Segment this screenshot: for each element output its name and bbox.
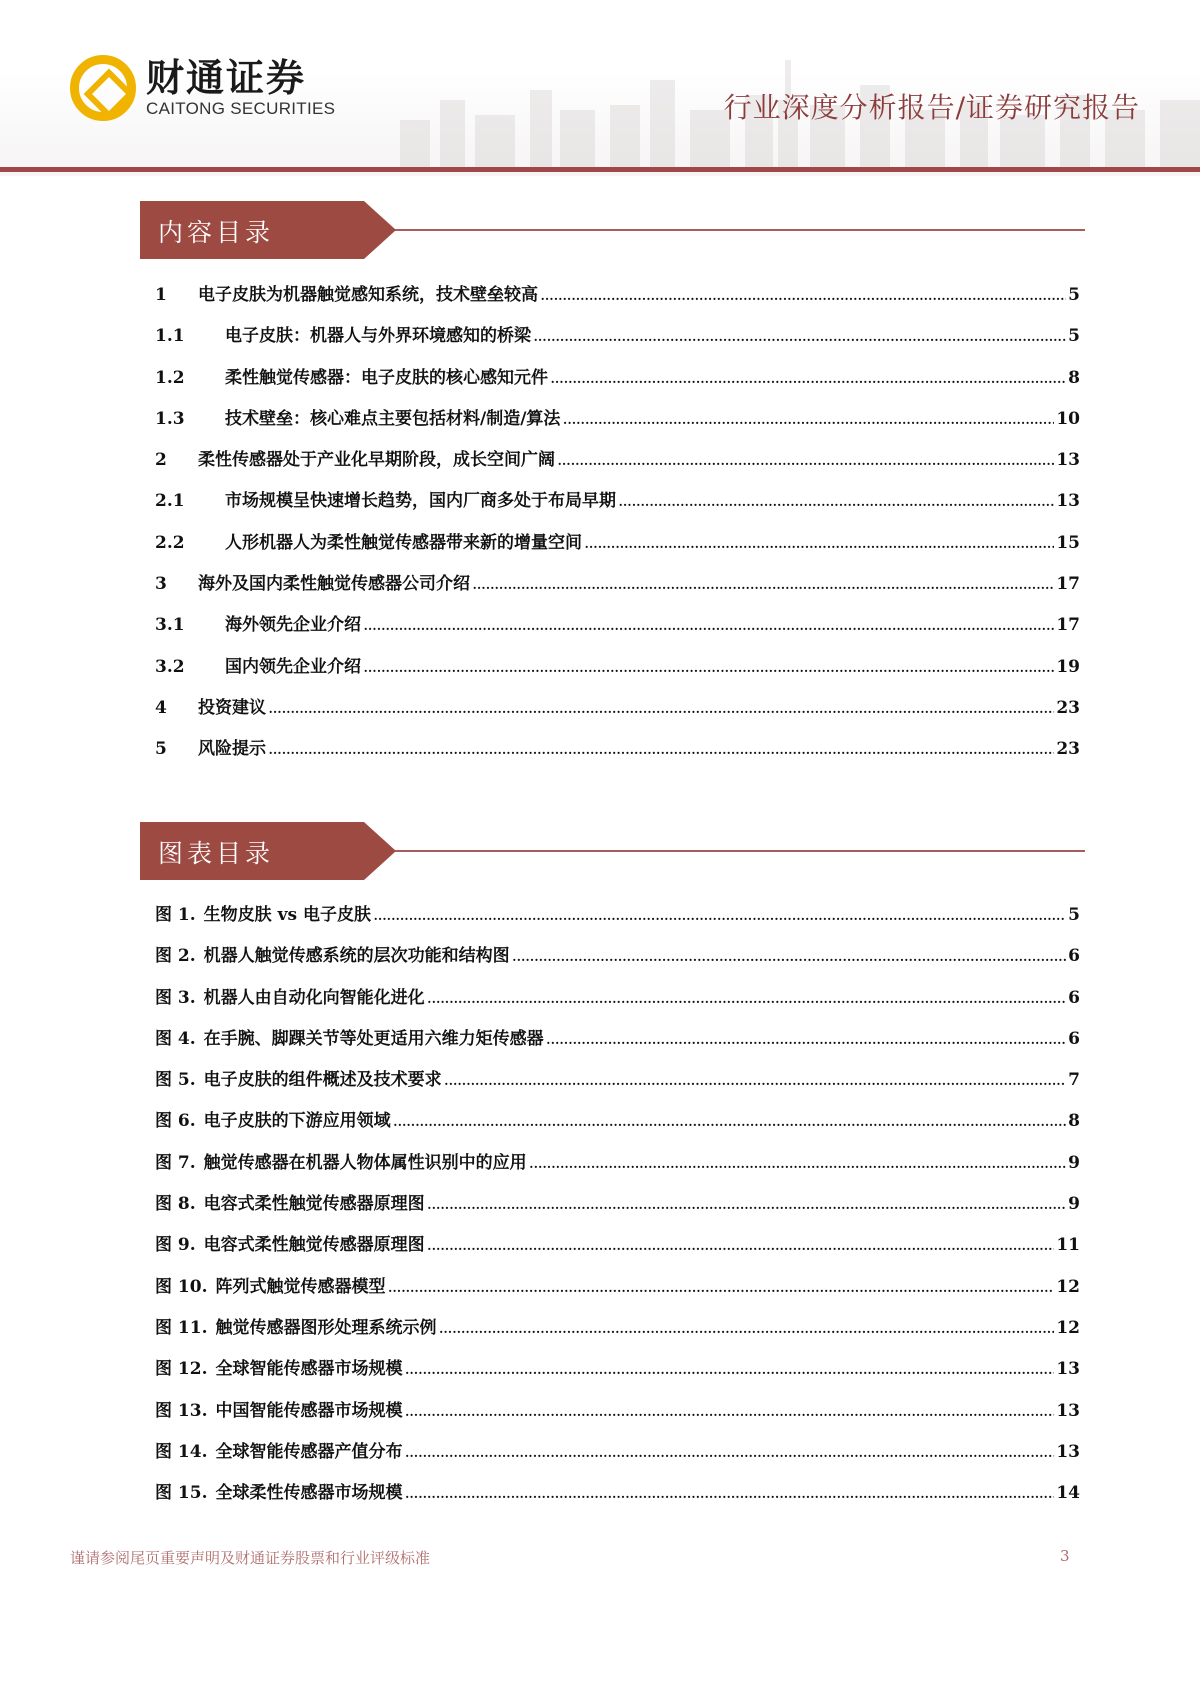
toc-entry[interactable] — [155, 614, 1080, 655]
entry-number: 图 13. — [155, 1400, 208, 1421]
entry-page-number[interactable]: 12 — [1056, 1276, 1080, 1297]
entry-page-number[interactable]: 23 — [1056, 697, 1080, 718]
entry-number: 5 — [155, 739, 167, 760]
toc-entry[interactable] — [155, 367, 1080, 408]
entry-page-number[interactable]: 9 — [1068, 1194, 1080, 1215]
logo-emblem-icon — [70, 55, 136, 121]
entry-title[interactable]: 机器人由自动化向智能化进化 — [203, 987, 425, 1008]
dot-leader — [512, 945, 1066, 967]
entry-title[interactable]: 电子皮肤的下游应用领域 — [203, 1111, 391, 1132]
entry-title[interactable]: 在手腕、脚踝关节等处更适用六维力矩传感器 — [203, 1028, 544, 1049]
entry-page-number[interactable]: 12 — [1056, 1317, 1080, 1338]
entry-title[interactable]: 电子皮肤：机器人与外界环境感知的桥梁 — [225, 326, 531, 347]
figure-entry[interactable] — [155, 1152, 1080, 1193]
dot-leader — [557, 449, 1054, 471]
entry-page-number[interactable]: 11 — [1056, 1235, 1080, 1256]
dot-leader — [405, 1482, 1055, 1504]
figures-heading: 图表目录 — [158, 839, 275, 868]
dot-leader — [427, 1193, 1066, 1215]
dot-leader — [540, 284, 1066, 306]
contents-heading-banner — [140, 201, 395, 259]
logo-english-name: CAITONG SECURITIES — [146, 99, 336, 118]
entry-number: 图 5. — [155, 1070, 196, 1091]
figure-entry[interactable] — [155, 987, 1080, 1028]
figure-entry[interactable] — [155, 1400, 1080, 1441]
entry-number: 图 7. — [155, 1152, 196, 1173]
dot-leader — [444, 1069, 1066, 1091]
entry-number: 3.2 — [155, 656, 185, 677]
entry-page-number[interactable]: 17 — [1056, 574, 1080, 595]
entry-title[interactable]: 阵列式触觉传感器模型 — [215, 1276, 386, 1297]
entry-page-number[interactable]: 13 — [1056, 1400, 1080, 1421]
entry-page-number[interactable]: 19 — [1056, 656, 1080, 677]
contents-heading-rule — [395, 229, 1085, 231]
entry-page-number[interactable]: 10 — [1056, 408, 1080, 429]
entry-page-number[interactable]: 6 — [1068, 946, 1080, 967]
figure-entry[interactable] — [155, 1441, 1080, 1482]
footer-disclaimer: 谨请参阅尾页重要声明及财通证券股票和行业评级标准 — [70, 1549, 431, 1567]
entry-number: 3.1 — [155, 615, 185, 636]
entry-page-number[interactable]: 7 — [1068, 1070, 1080, 1091]
entry-title[interactable]: 海外领先企业介绍 — [225, 615, 361, 636]
figures-heading-banner — [140, 822, 395, 880]
entry-number: 图 6. — [155, 1111, 196, 1132]
entry-page-number[interactable]: 5 — [1068, 326, 1080, 347]
figure-entry[interactable] — [155, 1234, 1080, 1275]
entry-title[interactable]: 电子皮肤为机器触觉感知系统，技术壁垒较高 — [198, 285, 538, 305]
toc-entry[interactable] — [155, 325, 1080, 366]
entry-title[interactable]: 电容式柔性触觉传感器原理图 — [203, 1235, 425, 1256]
dot-leader — [427, 1234, 1055, 1256]
toc-entry[interactable] — [155, 697, 1080, 738]
dot-leader — [405, 1441, 1055, 1463]
entry-title[interactable]: 市场规模呈快速增长趋势，国内厂商多处于布局早期 — [225, 491, 616, 512]
entry-number: 图 1. — [155, 905, 196, 925]
logo-chinese-name: 财通证券 — [146, 56, 307, 100]
dot-leader — [533, 325, 1066, 347]
contents-list — [155, 284, 1080, 780]
entry-title[interactable]: 触觉传感器图形处理系统示例 — [215, 1317, 437, 1338]
report-type: 行业深度分析报告/证券研究报告 — [723, 91, 1140, 124]
entry-number: 图 4. — [155, 1028, 196, 1049]
entry-page-number[interactable]: 17 — [1056, 615, 1080, 636]
dot-leader — [529, 1152, 1066, 1174]
figure-entry[interactable] — [155, 1069, 1080, 1110]
figure-entry[interactable] — [155, 1028, 1080, 1069]
figure-entry[interactable] — [155, 1276, 1080, 1317]
figure-entry[interactable] — [155, 904, 1080, 945]
entry-page-number[interactable]: 13 — [1056, 450, 1080, 471]
dot-leader — [472, 573, 1054, 595]
toc-entry[interactable] — [155, 449, 1080, 490]
dot-leader — [363, 656, 1054, 678]
dot-leader — [393, 1110, 1066, 1132]
entry-number: 图 2. — [155, 946, 196, 967]
dot-leader — [562, 408, 1054, 430]
dot-leader — [405, 1400, 1055, 1422]
entry-number: 图 9. — [155, 1235, 196, 1256]
dot-leader — [550, 367, 1066, 389]
figure-entry[interactable] — [155, 1317, 1080, 1358]
entry-page-number[interactable]: 13 — [1056, 1441, 1080, 1462]
dot-leader — [373, 904, 1066, 926]
entry-page-number[interactable]: 13 — [1056, 491, 1080, 512]
header-divider — [0, 167, 1200, 172]
entry-number: 4 — [155, 697, 167, 718]
dot-leader — [439, 1317, 1055, 1339]
toc-entry[interactable] — [155, 408, 1080, 449]
figures-list — [155, 904, 1080, 1523]
entry-number: 3 — [155, 574, 167, 595]
entry-page-number[interactable]: 15 — [1056, 532, 1080, 553]
toc-entry[interactable] — [155, 532, 1080, 573]
dot-leader — [268, 697, 1054, 719]
entry-number: 图 8. — [155, 1194, 196, 1215]
entry-title[interactable]: 全球智能传感器市场规模 — [215, 1359, 403, 1380]
entry-page-number[interactable]: 8 — [1068, 1111, 1080, 1132]
figure-entry[interactable] — [155, 1110, 1080, 1151]
entry-title[interactable]: 中国智能传感器市场规模 — [215, 1400, 403, 1421]
entry-number: 图 14. — [155, 1441, 208, 1462]
entry-number: 1.1 — [155, 326, 185, 347]
entry-number: 1 — [155, 285, 167, 305]
entry-page-number[interactable]: 6 — [1068, 987, 1080, 1008]
entry-page-number[interactable]: 5 — [1068, 285, 1080, 305]
toc-entry[interactable] — [155, 656, 1080, 697]
company-logo — [70, 55, 335, 121]
dot-leader — [363, 614, 1054, 636]
dot-leader — [427, 987, 1066, 1009]
entry-page-number[interactable]: 9 — [1068, 1152, 1080, 1173]
toc-entry[interactable] — [155, 738, 1080, 779]
entry-title[interactable]: 生物皮肤 vs 电子皮肤 — [203, 905, 371, 925]
entry-title[interactable]: 海外及国内柔性触觉传感器公司介绍 — [198, 574, 470, 595]
entry-page-number[interactable]: 23 — [1056, 739, 1080, 760]
entry-title[interactable]: 全球柔性传感器市场规模 — [215, 1483, 403, 1504]
dot-leader — [388, 1276, 1055, 1298]
entry-title[interactable]: 技术壁垒：核心难点主要包括材料/制造/算法 — [225, 408, 561, 429]
entry-number: 图 11. — [155, 1317, 208, 1338]
figure-entry[interactable] — [155, 1482, 1080, 1523]
entry-number: 2.2 — [155, 532, 185, 553]
entry-title[interactable]: 投资建议 — [198, 697, 266, 718]
toc-entry[interactable] — [155, 573, 1080, 614]
entry-title[interactable]: 国内领先企业介绍 — [225, 656, 361, 677]
entry-title[interactable]: 柔性传感器处于产业化早期阶段，成长空间广阔 — [198, 450, 555, 471]
toc-entry[interactable] — [155, 490, 1080, 531]
figure-entry[interactable] — [155, 1193, 1080, 1234]
toc-entry[interactable] — [155, 284, 1080, 325]
entry-title[interactable]: 全球智能传感器产值分布 — [215, 1441, 403, 1462]
entry-number: 图 10. — [155, 1276, 208, 1297]
entry-title[interactable]: 人形机器人为柔性触觉传感器带来新的增量空间 — [225, 532, 582, 553]
entry-title[interactable]: 触觉传感器在机器人物体属性识别中的应用 — [203, 1152, 527, 1173]
page-header — [0, 0, 1200, 176]
entry-number: 图 12. — [155, 1359, 208, 1380]
entry-title[interactable]: 风险提示 — [198, 739, 266, 760]
figure-entry[interactable] — [155, 1358, 1080, 1399]
entry-number: 图 3. — [155, 987, 196, 1008]
dot-leader — [268, 738, 1054, 760]
entry-page-number[interactable]: 14 — [1056, 1483, 1080, 1504]
entry-number: 1.2 — [155, 367, 185, 388]
entry-page-number[interactable]: 5 — [1068, 905, 1080, 925]
entry-page-number[interactable]: 8 — [1068, 367, 1080, 388]
dot-leader — [584, 532, 1054, 554]
contents-heading: 内容目录 — [158, 218, 275, 247]
entry-number: 2 — [155, 450, 167, 471]
dot-leader — [405, 1358, 1055, 1380]
footer-page-number: 3 — [1060, 1547, 1070, 1565]
entry-page-number[interactable]: 6 — [1068, 1028, 1080, 1049]
figures-heading-rule — [395, 850, 1085, 852]
dot-leader — [546, 1028, 1066, 1050]
entry-title[interactable]: 机器人触觉传感系统的层次功能和结构图 — [203, 946, 510, 967]
figure-entry[interactable] — [155, 945, 1080, 986]
dot-leader — [618, 490, 1054, 512]
entry-title[interactable]: 电容式柔性触觉传感器原理图 — [203, 1194, 425, 1215]
entry-title[interactable]: 柔性触觉传感器：电子皮肤的核心感知元件 — [225, 367, 548, 388]
entry-page-number[interactable]: 13 — [1056, 1359, 1080, 1380]
entry-title[interactable]: 电子皮肤的组件概述及技术要求 — [203, 1070, 442, 1091]
entry-number: 图 15. — [155, 1483, 208, 1504]
entry-number: 1.3 — [155, 408, 185, 429]
entry-number: 2.1 — [155, 491, 185, 512]
